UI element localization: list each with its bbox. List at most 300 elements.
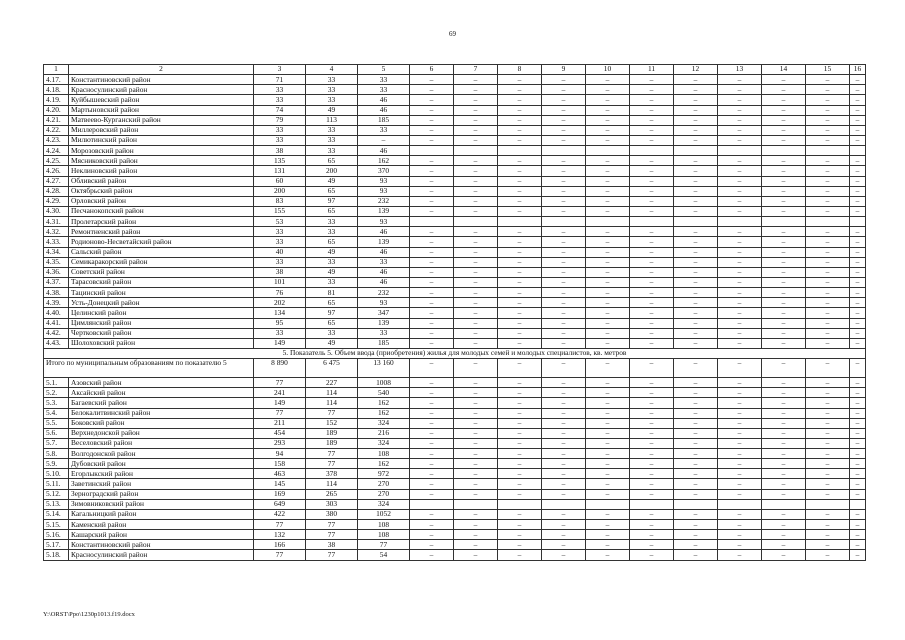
empty-cell: –	[850, 328, 866, 338]
empty-cell: –	[498, 398, 542, 408]
value-cell: 101	[254, 277, 306, 287]
section-title-row	[44, 348, 866, 358]
empty-cell: –	[586, 398, 630, 408]
empty-cell: –	[498, 338, 542, 348]
empty-cell: –	[586, 469, 630, 479]
empty-cell: –	[850, 277, 866, 287]
empty-cell: –	[850, 540, 866, 550]
empty-cell: –	[850, 338, 866, 348]
empty-cell: –	[806, 75, 850, 85]
district-name: Веселовский район	[69, 438, 254, 448]
empty-cell	[850, 146, 866, 156]
empty-cell: –	[498, 479, 542, 489]
empty-cell: –	[762, 550, 806, 560]
empty-cell: –	[410, 95, 454, 105]
empty-cell: –	[410, 156, 454, 166]
empty-cell: –	[586, 359, 630, 378]
empty-cell: –	[498, 186, 542, 196]
value-cell: 93	[358, 176, 410, 186]
value-cell: 40	[254, 247, 306, 257]
empty-cell: –	[762, 206, 806, 216]
row-number: 5.18.	[44, 550, 69, 560]
empty-cell: –	[674, 418, 718, 428]
total-value: 13 160	[358, 359, 410, 378]
empty-cell: –	[542, 257, 586, 267]
value-cell: 49	[306, 338, 358, 348]
empty-cell: –	[454, 186, 498, 196]
empty-cell: –	[498, 206, 542, 216]
empty-cell: –	[410, 176, 454, 186]
value-cell: 77	[254, 378, 306, 388]
value-cell: 114	[306, 398, 358, 408]
empty-cell: –	[630, 408, 674, 418]
empty-cell: –	[542, 206, 586, 216]
empty-cell: –	[586, 530, 630, 540]
row-number: 4.26.	[44, 166, 69, 176]
value-cell: 270	[358, 479, 410, 489]
empty-cell: –	[762, 176, 806, 186]
empty-cell: –	[498, 298, 542, 308]
empty-cell: –	[454, 105, 498, 115]
value-cell: 169	[254, 489, 306, 499]
empty-cell: –	[630, 227, 674, 237]
empty-cell: –	[718, 237, 762, 247]
empty-cell: –	[718, 520, 762, 530]
total-row	[44, 359, 866, 378]
value-cell: 49	[306, 105, 358, 115]
value-cell: 33	[254, 227, 306, 237]
value-cell: 33	[306, 85, 358, 95]
empty-cell: –	[498, 408, 542, 418]
empty-cell: –	[718, 318, 762, 328]
empty-cell: –	[498, 95, 542, 105]
empty-cell: –	[806, 388, 850, 398]
empty-cell: –	[850, 388, 866, 398]
empty-cell: –	[674, 359, 718, 378]
empty-cell: –	[542, 388, 586, 398]
column-number: 13	[718, 65, 762, 75]
value-cell: 113	[306, 115, 358, 125]
empty-cell: –	[718, 398, 762, 408]
empty-cell: –	[454, 398, 498, 408]
empty-cell: –	[586, 378, 630, 388]
value-cell: 77	[306, 520, 358, 530]
empty-cell: –	[806, 125, 850, 135]
value-cell: 162	[358, 398, 410, 408]
value-cell: 46	[358, 146, 410, 156]
value-cell: 76	[254, 288, 306, 298]
value-cell: 49	[306, 247, 358, 257]
empty-cell: –	[542, 105, 586, 115]
value-cell: 463	[254, 469, 306, 479]
value-cell: 33	[306, 277, 358, 287]
row-number: 4.40.	[44, 308, 69, 318]
total-value: 6 475	[306, 359, 358, 378]
empty-cell: –	[498, 135, 542, 145]
empty-cell: –	[410, 550, 454, 560]
empty-cell: –	[674, 277, 718, 287]
empty-cell: –	[586, 166, 630, 176]
empty-cell: –	[410, 530, 454, 540]
table-row	[44, 459, 866, 469]
empty-cell: –	[806, 237, 850, 247]
empty-cell: –	[542, 449, 586, 459]
empty-cell: –	[542, 328, 586, 338]
value-cell: 216	[358, 428, 410, 438]
empty-cell: –	[718, 388, 762, 398]
empty-cell: –	[542, 135, 586, 145]
value-cell: 162	[358, 156, 410, 166]
empty-cell: –	[674, 227, 718, 237]
empty-cell: –	[410, 328, 454, 338]
value-cell: 77	[306, 408, 358, 418]
section-title: 5. Показатель 5. Объем ввода (приобретения) жилья для молодых семей и молодых специалистов, кв. метров	[44, 348, 866, 358]
value-cell: 114	[306, 479, 358, 489]
empty-cell: –	[586, 75, 630, 85]
empty-cell: –	[454, 227, 498, 237]
row-number: 4.35.	[44, 257, 69, 267]
empty-cell: –	[762, 418, 806, 428]
empty-cell: –	[850, 378, 866, 388]
empty-cell: –	[586, 288, 630, 298]
value-cell: 200	[306, 166, 358, 176]
empty-cell: –	[718, 125, 762, 135]
empty-cell: –	[454, 550, 498, 560]
empty-cell: –	[586, 298, 630, 308]
empty-cell: –	[454, 125, 498, 135]
empty-cell: –	[454, 277, 498, 287]
empty-cell: –	[586, 318, 630, 328]
empty-cell: –	[806, 479, 850, 489]
empty-cell: –	[410, 509, 454, 519]
value-cell: 227	[306, 378, 358, 388]
empty-cell: –	[410, 459, 454, 469]
empty-cell: –	[674, 75, 718, 85]
empty-cell: –	[762, 479, 806, 489]
empty-cell: –	[850, 308, 866, 318]
empty-cell: –	[674, 298, 718, 308]
value-cell: 33	[306, 328, 358, 338]
empty-cell: –	[542, 509, 586, 519]
empty-cell: –	[410, 186, 454, 196]
district-name: Белокалитвинский район	[69, 408, 254, 418]
table-row	[44, 308, 866, 318]
column-number: 10	[586, 65, 630, 75]
empty-cell: –	[410, 85, 454, 95]
table-row	[44, 227, 866, 237]
empty-cell: –	[542, 308, 586, 318]
empty-cell: –	[806, 115, 850, 125]
empty-cell: –	[454, 85, 498, 95]
column-number: 7	[454, 65, 498, 75]
empty-cell: –	[454, 338, 498, 348]
empty-cell: –	[498, 277, 542, 287]
empty-cell: –	[806, 176, 850, 186]
total-value: 8 890	[254, 359, 306, 378]
table-row	[44, 166, 866, 176]
empty-cell: –	[850, 227, 866, 237]
empty-cell: –	[718, 105, 762, 115]
value-cell: 422	[254, 509, 306, 519]
value-cell: 149	[254, 338, 306, 348]
empty-cell: –	[498, 449, 542, 459]
empty-cell: –	[850, 428, 866, 438]
empty-cell	[498, 499, 542, 509]
empty-cell: –	[762, 388, 806, 398]
empty-cell: –	[498, 489, 542, 499]
empty-cell: –	[498, 267, 542, 277]
row-number: 5.13.	[44, 499, 69, 509]
district-name: Орловский район	[69, 196, 254, 206]
empty-cell: –	[454, 509, 498, 519]
empty-cell: –	[542, 489, 586, 499]
empty-cell: –	[762, 428, 806, 438]
table-row	[44, 176, 866, 186]
empty-cell: –	[762, 509, 806, 519]
empty-cell: –	[498, 196, 542, 206]
empty-cell: –	[806, 308, 850, 318]
value-cell: 200	[254, 186, 306, 196]
row-number: 5.1.	[44, 378, 69, 388]
empty-cell: –	[674, 479, 718, 489]
value-cell: 46	[358, 105, 410, 115]
empty-cell: –	[586, 277, 630, 287]
empty-cell: –	[410, 489, 454, 499]
column-number: 2	[69, 65, 254, 75]
empty-cell: –	[542, 288, 586, 298]
empty-cell: –	[718, 206, 762, 216]
value-cell: 33	[254, 125, 306, 135]
empty-cell: –	[762, 166, 806, 176]
empty-cell: –	[718, 378, 762, 388]
value-cell: 77	[254, 408, 306, 418]
value-cell: 71	[254, 75, 306, 85]
empty-cell: –	[542, 378, 586, 388]
value-cell: 33	[254, 95, 306, 105]
empty-cell: –	[850, 196, 866, 206]
empty-cell: –	[586, 125, 630, 135]
column-number: 1	[44, 65, 69, 75]
empty-cell	[762, 217, 806, 227]
table-row	[44, 277, 866, 287]
empty-cell: –	[806, 186, 850, 196]
empty-cell	[454, 146, 498, 156]
district-name: Зимовниковский район	[69, 499, 254, 509]
empty-cell: –	[674, 135, 718, 145]
empty-cell: –	[718, 359, 762, 378]
empty-cell: –	[850, 298, 866, 308]
empty-cell: –	[586, 338, 630, 348]
row-number: 4.24.	[44, 146, 69, 156]
empty-cell: –	[850, 105, 866, 115]
value-cell: 38	[254, 267, 306, 277]
empty-cell: –	[674, 176, 718, 186]
empty-cell: –	[542, 267, 586, 277]
empty-cell: –	[410, 237, 454, 247]
value-cell: 158	[254, 459, 306, 469]
district-name: Аксайский район	[69, 388, 254, 398]
district-name: Егорлыкский район	[69, 469, 254, 479]
table-row	[44, 520, 866, 530]
row-number: 4.39.	[44, 298, 69, 308]
empty-cell: –	[762, 277, 806, 287]
table-row	[44, 428, 866, 438]
empty-cell: –	[718, 277, 762, 287]
empty-cell: –	[762, 398, 806, 408]
value-cell: 166	[254, 540, 306, 550]
value-cell: 232	[358, 196, 410, 206]
value-cell: 380	[306, 509, 358, 519]
empty-cell: –	[806, 520, 850, 530]
empty-cell: –	[718, 408, 762, 418]
empty-cell: –	[718, 530, 762, 540]
empty-cell	[674, 146, 718, 156]
empty-cell: –	[454, 206, 498, 216]
row-number: 4.31.	[44, 217, 69, 227]
empty-cell: –	[454, 328, 498, 338]
empty-cell: –	[762, 135, 806, 145]
table-row	[44, 146, 866, 156]
value-cell: 33	[306, 227, 358, 237]
empty-cell: –	[630, 85, 674, 95]
empty-cell: –	[410, 298, 454, 308]
empty-cell: –	[410, 418, 454, 428]
empty-cell: –	[586, 85, 630, 95]
empty-cell: –	[454, 438, 498, 448]
empty-cell: –	[718, 308, 762, 318]
value-cell: 162	[358, 408, 410, 418]
empty-cell: –	[454, 540, 498, 550]
row-number: 5.17.	[44, 540, 69, 550]
row-number: 4.30.	[44, 206, 69, 216]
empty-cell: –	[762, 489, 806, 499]
empty-cell: –	[850, 176, 866, 186]
empty-cell: –	[542, 186, 586, 196]
row-number: 5.14.	[44, 509, 69, 519]
row-number: 4.32.	[44, 227, 69, 237]
table-row	[44, 267, 866, 277]
value-cell: 33	[306, 135, 358, 145]
value-cell: 65	[306, 298, 358, 308]
empty-cell: –	[542, 438, 586, 448]
empty-cell	[674, 499, 718, 509]
empty-cell: –	[806, 318, 850, 328]
value-cell: 139	[358, 237, 410, 247]
empty-cell: –	[718, 186, 762, 196]
empty-cell: –	[630, 509, 674, 519]
empty-cell: –	[586, 479, 630, 489]
row-number: 4.23.	[44, 135, 69, 145]
empty-cell	[850, 499, 866, 509]
empty-cell: –	[718, 227, 762, 237]
empty-cell: –	[850, 398, 866, 408]
row-number: 5.9.	[44, 459, 69, 469]
value-cell: 540	[358, 388, 410, 398]
value-cell: 49	[306, 267, 358, 277]
empty-cell: –	[718, 75, 762, 85]
empty-cell: –	[630, 105, 674, 115]
empty-cell	[806, 499, 850, 509]
column-number: 12	[674, 65, 718, 75]
empty-cell: –	[850, 206, 866, 216]
table-row	[44, 540, 866, 550]
empty-cell: –	[586, 509, 630, 519]
empty-cell: –	[542, 95, 586, 105]
empty-cell: –	[850, 247, 866, 257]
empty-cell: –	[454, 428, 498, 438]
empty-cell: –	[410, 288, 454, 298]
value-cell: 46	[358, 277, 410, 287]
value-cell: 454	[254, 428, 306, 438]
empty-cell: –	[498, 125, 542, 135]
empty-cell: –	[498, 227, 542, 237]
empty-cell: –	[410, 338, 454, 348]
district-name: Тарасовский район	[69, 277, 254, 287]
empty-cell: –	[762, 85, 806, 95]
empty-cell: –	[498, 105, 542, 115]
empty-cell: –	[762, 125, 806, 135]
empty-cell: –	[718, 489, 762, 499]
district-name: Боковский район	[69, 418, 254, 428]
table-row	[44, 388, 866, 398]
row-number: 4.37.	[44, 277, 69, 287]
empty-cell: –	[630, 378, 674, 388]
page-number: 69	[449, 30, 456, 38]
empty-cell: –	[586, 267, 630, 277]
value-cell: 370	[358, 166, 410, 176]
empty-cell: –	[454, 388, 498, 398]
district-name: Милютинский район	[69, 135, 254, 145]
empty-cell	[762, 146, 806, 156]
empty-cell: –	[850, 257, 866, 267]
empty-cell: –	[498, 540, 542, 550]
empty-cell: –	[542, 318, 586, 328]
empty-cell: –	[410, 247, 454, 257]
value-cell: 65	[306, 186, 358, 196]
value-cell: 155	[254, 206, 306, 216]
row-number: 4.19.	[44, 95, 69, 105]
value-cell: 378	[306, 469, 358, 479]
empty-cell: –	[806, 489, 850, 499]
empty-cell: –	[630, 338, 674, 348]
empty-cell: –	[806, 247, 850, 257]
value-cell: 77	[254, 520, 306, 530]
row-number: 4.38.	[44, 288, 69, 298]
empty-cell: –	[410, 408, 454, 418]
value-cell: 95	[254, 318, 306, 328]
value-cell: 93	[358, 298, 410, 308]
value-cell: 347	[358, 308, 410, 318]
empty-cell: –	[850, 520, 866, 530]
value-cell: 77	[306, 550, 358, 560]
district-name: Заветинский район	[69, 479, 254, 489]
value-cell: 33	[358, 125, 410, 135]
empty-cell: –	[718, 156, 762, 166]
district-name: Верхнедонской район	[69, 428, 254, 438]
table-row	[44, 95, 866, 105]
district-name: Шолоховский район	[69, 338, 254, 348]
empty-cell: –	[542, 85, 586, 95]
row-number: 4.17.	[44, 75, 69, 85]
row-number: 5.2.	[44, 388, 69, 398]
value-cell: 74	[254, 105, 306, 115]
empty-cell: –	[498, 509, 542, 519]
empty-cell: –	[454, 418, 498, 428]
row-number: 5.7.	[44, 438, 69, 448]
value-cell: 33	[306, 125, 358, 135]
empty-cell: –	[850, 359, 866, 378]
district-name: Советский район	[69, 267, 254, 277]
